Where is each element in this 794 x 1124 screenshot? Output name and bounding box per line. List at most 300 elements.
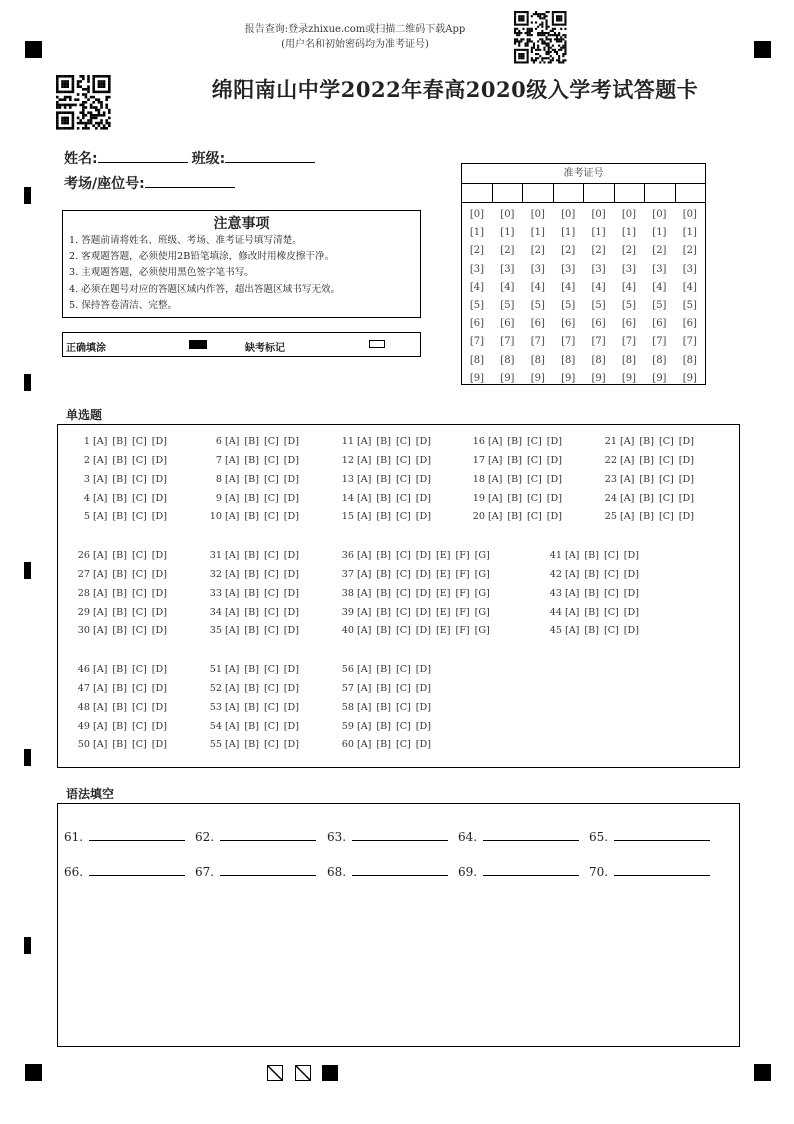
answer-bubble[interactable]: [G] <box>474 550 490 561</box>
answer-bubble[interactable]: [D] <box>415 436 431 447</box>
blank-answer-line[interactable] <box>220 830 316 841</box>
ticket-digit-bubble[interactable]: [8] <box>530 354 545 366</box>
answer-bubble[interactable]: [B] <box>376 607 391 618</box>
blank-answer-line[interactable] <box>89 865 185 876</box>
ticket-digit-bubble[interactable]: [8] <box>591 354 606 366</box>
answer-bubble[interactable]: [A] <box>93 588 108 599</box>
ticket-digit-bubble[interactable]: [9] <box>561 372 576 384</box>
answer-bubble[interactable]: [C] <box>658 436 674 447</box>
answer-bubble[interactable]: [D] <box>415 739 431 750</box>
answer-bubble[interactable]: [F] <box>455 607 470 618</box>
ticket-digit-bubble[interactable]: [6] <box>652 318 667 330</box>
answer-bubble[interactable]: [B] <box>244 455 259 466</box>
answer-bubble[interactable]: [C] <box>395 474 411 485</box>
answer-bubble[interactable]: [C] <box>603 569 619 580</box>
ticket-digit-bubble[interactable]: [4] <box>500 281 515 293</box>
answer-bubble[interactable]: [C] <box>131 625 147 636</box>
answer-bubble[interactable]: [C] <box>526 493 542 504</box>
answer-bubble[interactable]: [B] <box>507 455 522 466</box>
ticket-digit-bubble[interactable]: [4] <box>621 281 637 293</box>
answer-bubble[interactable]: [B] <box>639 474 654 485</box>
answer-bubble[interactable]: [D] <box>283 607 299 618</box>
answer-bubble[interactable]: [D] <box>151 474 167 485</box>
answer-bubble[interactable]: [B] <box>244 607 259 618</box>
answer-bubble[interactable]: [C] <box>131 664 147 675</box>
ticket-digit-bubble[interactable]: [7] <box>652 336 667 348</box>
ticket-digit-bubble[interactable]: [5] <box>591 300 606 312</box>
answer-bubble[interactable]: [D] <box>151 511 167 522</box>
answer-bubble[interactable]: [C] <box>131 683 147 694</box>
ticket-digit-bubble[interactable]: [2] <box>530 245 545 257</box>
answer-bubble[interactable]: [C] <box>395 588 411 599</box>
answer-bubble[interactable]: [D] <box>678 511 694 522</box>
answer-bubble[interactable]: [D] <box>283 625 299 636</box>
answer-bubble[interactable]: [B] <box>639 493 654 504</box>
answer-bubble[interactable]: [A] <box>565 625 580 636</box>
answer-bubble[interactable]: [B] <box>244 569 259 580</box>
answer-bubble[interactable]: [A] <box>225 683 240 694</box>
answer-bubble[interactable]: [B] <box>112 721 127 732</box>
answer-bubble[interactable]: [B] <box>376 588 391 599</box>
answer-bubble[interactable]: [A] <box>93 683 108 694</box>
answer-bubble[interactable]: [B] <box>244 625 259 636</box>
answer-bubble[interactable]: [A] <box>93 511 108 522</box>
answer-bubble[interactable]: [D] <box>283 664 299 675</box>
answer-bubble[interactable]: [C] <box>131 739 147 750</box>
answer-bubble[interactable]: [C] <box>263 625 279 636</box>
answer-bubble[interactable]: [A] <box>565 607 580 618</box>
answer-bubble[interactable]: [A] <box>357 664 372 675</box>
answer-bubble[interactable]: [E] <box>435 625 451 636</box>
answer-bubble[interactable]: [B] <box>376 625 391 636</box>
answer-bubble[interactable]: [D] <box>151 625 167 636</box>
answer-bubble[interactable]: [A] <box>225 721 240 732</box>
answer-bubble[interactable]: [D] <box>151 739 167 750</box>
answer-bubble[interactable]: [B] <box>244 550 259 561</box>
answer-bubble[interactable]: [A] <box>225 664 240 675</box>
ticket-digit-bubble[interactable]: [4] <box>682 281 697 293</box>
ticket-digit-bubble[interactable]: [8] <box>469 354 485 366</box>
answer-bubble[interactable]: [B] <box>244 683 259 694</box>
answer-bubble[interactable]: [D] <box>415 511 431 522</box>
answer-bubble[interactable]: [D] <box>151 664 167 675</box>
answer-bubble[interactable]: [A] <box>225 474 240 485</box>
answer-bubble[interactable]: [D] <box>283 550 299 561</box>
answer-bubble[interactable]: [D] <box>283 493 299 504</box>
answer-bubble[interactable]: [G] <box>474 607 490 618</box>
answer-bubble[interactable]: [B] <box>244 493 259 504</box>
blank-answer-line[interactable] <box>220 865 316 876</box>
answer-bubble[interactable]: [C] <box>603 588 619 599</box>
ticket-digit-bubble[interactable]: [5] <box>682 300 697 312</box>
answer-bubble[interactable]: [C] <box>131 455 147 466</box>
ticket-digit-bubble[interactable]: [1] <box>591 227 606 239</box>
answer-bubble[interactable]: [B] <box>112 739 127 750</box>
answer-bubble[interactable]: [B] <box>639 455 654 466</box>
answer-bubble[interactable]: [C] <box>603 607 619 618</box>
answer-bubble[interactable]: [A] <box>225 436 240 447</box>
answer-bubble[interactable]: [B] <box>244 436 259 447</box>
answer-bubble[interactable]: [A] <box>620 436 635 447</box>
ticket-digit-bubble[interactable]: [1] <box>682 227 697 239</box>
answer-bubble[interactable]: [D] <box>546 474 562 485</box>
answer-bubble[interactable]: [C] <box>263 702 279 713</box>
answer-bubble[interactable]: [A] <box>488 455 503 466</box>
answer-bubble[interactable]: [B] <box>376 721 391 732</box>
answer-bubble[interactable]: [D] <box>415 607 431 618</box>
answer-bubble[interactable]: [B] <box>376 493 391 504</box>
ticket-cell[interactable] <box>615 184 646 202</box>
answer-bubble[interactable]: [D] <box>678 455 694 466</box>
answer-bubble[interactable]: [A] <box>565 550 580 561</box>
answer-bubble[interactable]: [D] <box>623 625 639 636</box>
answer-bubble[interactable]: [D] <box>151 588 167 599</box>
answer-bubble[interactable]: [C] <box>131 436 147 447</box>
answer-bubble[interactable]: [D] <box>415 550 431 561</box>
answer-bubble[interactable]: [A] <box>620 493 635 504</box>
answer-bubble[interactable]: [A] <box>93 455 108 466</box>
ticket-digit-bubble[interactable]: [3] <box>469 263 485 275</box>
answer-bubble[interactable]: [C] <box>395 607 411 618</box>
ticket-digit-bubble[interactable]: [9] <box>682 372 697 384</box>
answer-bubble[interactable]: [B] <box>584 550 599 561</box>
answer-bubble[interactable]: [C] <box>603 550 619 561</box>
answer-bubble[interactable]: [A] <box>357 702 372 713</box>
answer-bubble[interactable]: [A] <box>93 493 108 504</box>
answer-bubble[interactable]: [A] <box>620 511 635 522</box>
ticket-digit-bubble[interactable]: [7] <box>469 336 485 348</box>
answer-bubble[interactable]: [D] <box>283 511 299 522</box>
answer-bubble[interactable]: [C] <box>526 436 542 447</box>
answer-bubble[interactable]: [A] <box>488 436 503 447</box>
ticket-digit-bubble[interactable]: [5] <box>469 300 485 312</box>
answer-bubble[interactable]: [D] <box>415 493 431 504</box>
answer-bubble[interactable]: [A] <box>357 569 372 580</box>
blank-answer-line[interactable] <box>352 830 448 841</box>
answer-bubble[interactable]: [D] <box>151 436 167 447</box>
ticket-digit-bubble[interactable]: [1] <box>500 227 515 239</box>
answer-bubble[interactable]: [B] <box>584 569 599 580</box>
answer-bubble[interactable]: [B] <box>112 436 127 447</box>
answer-bubble[interactable]: [A] <box>357 493 372 504</box>
answer-bubble[interactable]: [C] <box>395 702 411 713</box>
answer-bubble[interactable]: [D] <box>678 493 694 504</box>
ticket-digit-bubble[interactable]: [4] <box>469 281 485 293</box>
answer-bubble[interactable]: [B] <box>244 664 259 675</box>
answer-bubble[interactable]: [D] <box>283 702 299 713</box>
answer-bubble[interactable]: [C] <box>263 436 279 447</box>
answer-bubble[interactable]: [C] <box>131 721 147 732</box>
answer-bubble[interactable]: [A] <box>357 455 372 466</box>
answer-bubble[interactable]: [B] <box>112 625 127 636</box>
answer-bubble[interactable]: [A] <box>93 607 108 618</box>
answer-bubble[interactable]: [C] <box>658 474 674 485</box>
answer-bubble[interactable]: [D] <box>283 721 299 732</box>
answer-bubble[interactable]: [D] <box>546 455 562 466</box>
answer-bubble[interactable]: [C] <box>131 607 147 618</box>
ticket-digit-bubble[interactable]: [9] <box>652 372 667 384</box>
answer-bubble[interactable]: [B] <box>584 588 599 599</box>
answer-bubble[interactable]: [C] <box>395 511 411 522</box>
ticket-digit-bubble[interactable]: [5] <box>500 300 515 312</box>
ticket-digit-bubble[interactable]: [4] <box>561 281 576 293</box>
ticket-digit-bubble[interactable]: [7] <box>621 336 637 348</box>
answer-bubble[interactable]: [B] <box>112 511 127 522</box>
ticket-digit-bubble[interactable]: [8] <box>621 354 637 366</box>
answer-bubble[interactable]: [B] <box>244 721 259 732</box>
ticket-digit-bubble[interactable]: [5] <box>561 300 576 312</box>
answer-bubble[interactable]: [F] <box>455 550 470 561</box>
ticket-digit-bubble[interactable]: [0] <box>621 209 637 220</box>
answer-bubble[interactable]: [B] <box>376 474 391 485</box>
answer-bubble[interactable]: [D] <box>415 664 431 675</box>
answer-bubble[interactable]: [B] <box>376 511 391 522</box>
ticket-digit-bubble[interactable]: [5] <box>530 300 545 312</box>
ticket-digit-bubble[interactable]: [2] <box>561 245 576 257</box>
answer-bubble[interactable]: [C] <box>395 683 411 694</box>
answer-bubble[interactable]: [C] <box>395 436 411 447</box>
ticket-cell[interactable] <box>493 184 524 202</box>
answer-bubble[interactable]: [B] <box>112 702 127 713</box>
answer-bubble[interactable]: [C] <box>263 569 279 580</box>
answer-bubble[interactable]: [A] <box>225 739 240 750</box>
answer-bubble[interactable]: [A] <box>225 493 240 504</box>
ticket-digit-bubble[interactable]: [0] <box>652 209 667 220</box>
ticket-cell[interactable] <box>645 184 676 202</box>
ticket-digit-bubble[interactable]: [7] <box>682 336 697 348</box>
answer-bubble[interactable]: [C] <box>263 588 279 599</box>
answer-bubble[interactable]: [B] <box>376 550 391 561</box>
class-field[interactable] <box>225 150 315 163</box>
answer-bubble[interactable]: [D] <box>415 455 431 466</box>
answer-bubble[interactable]: [B] <box>507 493 522 504</box>
answer-bubble[interactable]: [A] <box>488 474 503 485</box>
answer-bubble[interactable]: [B] <box>639 436 654 447</box>
ticket-digit-bubble[interactable]: [2] <box>469 245 485 257</box>
answer-bubble[interactable]: [D] <box>415 683 431 694</box>
ticket-digit-bubble[interactable]: [4] <box>591 281 606 293</box>
answer-bubble[interactable]: [B] <box>376 664 391 675</box>
answer-bubble[interactable]: [A] <box>225 511 240 522</box>
answer-bubble[interactable]: [C] <box>131 569 147 580</box>
ticket-digit-bubble[interactable]: [7] <box>591 336 606 348</box>
ticket-cell[interactable] <box>523 184 554 202</box>
answer-bubble[interactable]: [C] <box>263 474 279 485</box>
answer-bubble[interactable]: [B] <box>112 683 127 694</box>
answer-bubble[interactable]: [A] <box>93 721 108 732</box>
answer-bubble[interactable]: [C] <box>603 625 619 636</box>
answer-bubble[interactable]: [A] <box>357 607 372 618</box>
answer-bubble[interactable]: [C] <box>395 739 411 750</box>
answer-bubble[interactable]: [C] <box>263 455 279 466</box>
answer-bubble[interactable]: [A] <box>93 474 108 485</box>
answer-bubble[interactable]: [C] <box>395 550 411 561</box>
ticket-digit-bubble[interactable]: [2] <box>500 245 515 257</box>
ticket-digit-bubble[interactable]: [3] <box>591 263 606 275</box>
answer-bubble[interactable]: [A] <box>357 550 372 561</box>
answer-bubble[interactable]: [B] <box>376 436 391 447</box>
ticket-digit-bubble[interactable]: [6] <box>591 318 606 330</box>
answer-bubble[interactable]: [A] <box>93 550 108 561</box>
answer-bubble[interactable]: [D] <box>283 455 299 466</box>
answer-bubble[interactable]: [B] <box>507 474 522 485</box>
answer-bubble[interactable]: [C] <box>526 511 542 522</box>
answer-bubble[interactable]: [E] <box>435 588 451 599</box>
ticket-digit-bubble[interactable]: [6] <box>561 318 576 330</box>
answer-bubble[interactable]: [B] <box>244 739 259 750</box>
answer-bubble[interactable]: [B] <box>112 455 127 466</box>
answer-bubble[interactable]: [B] <box>376 569 391 580</box>
answer-bubble[interactable]: [B] <box>584 607 599 618</box>
answer-bubble[interactable]: [D] <box>623 607 639 618</box>
ticket-digit-bubble[interactable]: [1] <box>621 227 637 239</box>
answer-bubble[interactable]: [B] <box>112 493 127 504</box>
answer-bubble[interactable]: [D] <box>415 721 431 732</box>
ticket-cell[interactable] <box>584 184 615 202</box>
ticket-digit-bubble[interactable]: [8] <box>500 354 515 366</box>
answer-bubble[interactable]: [C] <box>658 511 674 522</box>
answer-bubble[interactable]: [B] <box>112 588 127 599</box>
answer-bubble[interactable]: [D] <box>415 702 431 713</box>
ticket-digit-bubble[interactable]: [8] <box>561 354 576 366</box>
ticket-digit-bubble[interactable]: [9] <box>530 372 545 384</box>
ticket-digit-bubble[interactable]: [6] <box>530 318 545 330</box>
ticket-digit-bubble[interactable]: [0] <box>469 209 485 220</box>
answer-bubble[interactable]: [C] <box>395 455 411 466</box>
answer-bubble[interactable]: [D] <box>283 588 299 599</box>
blank-answer-line[interactable] <box>483 865 579 876</box>
answer-bubble[interactable]: [A] <box>225 702 240 713</box>
answer-bubble[interactable]: [D] <box>415 474 431 485</box>
answer-bubble[interactable]: [B] <box>244 474 259 485</box>
ticket-digit-bubble[interactable]: [3] <box>500 263 515 275</box>
answer-bubble[interactable]: [B] <box>112 664 127 675</box>
answer-bubble[interactable]: [C] <box>131 493 147 504</box>
ticket-digit-bubble[interactable]: [3] <box>682 263 697 275</box>
ticket-cell[interactable] <box>554 184 585 202</box>
answer-bubble[interactable]: [C] <box>131 702 147 713</box>
answer-bubble[interactable]: [B] <box>584 625 599 636</box>
answer-bubble[interactable]: [A] <box>93 664 108 675</box>
blank-answer-line[interactable] <box>89 830 185 841</box>
ticket-digit-bubble[interactable]: [9] <box>500 372 515 384</box>
answer-bubble[interactable]: [C] <box>263 683 279 694</box>
answer-bubble[interactable]: [C] <box>395 493 411 504</box>
ticket-digit-bubble[interactable]: [4] <box>652 281 667 293</box>
answer-bubble[interactable]: [A] <box>225 569 240 580</box>
ticket-digit-bubble[interactable]: [1] <box>530 227 545 239</box>
ticket-digit-bubble[interactable]: [9] <box>621 372 637 384</box>
answer-bubble[interactable]: [D] <box>623 569 639 580</box>
answer-bubble[interactable]: [C] <box>131 511 147 522</box>
answer-bubble[interactable]: [B] <box>376 455 391 466</box>
answer-bubble[interactable]: [A] <box>93 436 108 447</box>
answer-bubble[interactable]: [D] <box>151 607 167 618</box>
answer-bubble[interactable]: [A] <box>93 569 108 580</box>
answer-bubble[interactable]: [A] <box>357 625 372 636</box>
answer-bubble[interactable]: [D] <box>283 569 299 580</box>
answer-bubble[interactable]: [A] <box>565 588 580 599</box>
answer-bubble[interactable]: [C] <box>526 455 542 466</box>
ticket-digit-bubble[interactable]: [5] <box>621 300 637 312</box>
answer-bubble[interactable]: [D] <box>415 588 431 599</box>
answer-bubble[interactable]: [C] <box>395 625 411 636</box>
ticket-digit-bubble[interactable]: [9] <box>591 372 606 384</box>
ticket-digit-bubble[interactable]: [2] <box>621 245 637 257</box>
answer-bubble[interactable]: [F] <box>455 569 470 580</box>
answer-bubble[interactable]: [A] <box>225 625 240 636</box>
ticket-digit-bubble[interactable]: [1] <box>469 227 485 239</box>
answer-bubble[interactable]: [C] <box>131 474 147 485</box>
answer-bubble[interactable]: [A] <box>357 588 372 599</box>
answer-bubble[interactable]: [D] <box>151 569 167 580</box>
answer-bubble[interactable]: [B] <box>639 511 654 522</box>
answer-bubble[interactable]: [D] <box>151 702 167 713</box>
answer-bubble[interactable]: [D] <box>623 588 639 599</box>
answer-bubble[interactable]: [D] <box>151 550 167 561</box>
ticket-digit-bubble[interactable]: [7] <box>530 336 545 348</box>
answer-bubble[interactable]: [B] <box>244 702 259 713</box>
answer-bubble[interactable]: [B] <box>376 702 391 713</box>
ticket-digit-bubble[interactable]: [0] <box>500 209 515 220</box>
answer-bubble[interactable]: [A] <box>357 436 372 447</box>
ticket-cell[interactable] <box>462 184 493 202</box>
ticket-digit-bubble[interactable]: [6] <box>469 318 485 330</box>
seat-field[interactable] <box>145 175 235 188</box>
answer-bubble[interactable]: [E] <box>435 569 451 580</box>
answer-bubble[interactable]: [C] <box>395 721 411 732</box>
ticket-digit-bubble[interactable]: [3] <box>621 263 637 275</box>
answer-bubble[interactable]: [D] <box>151 721 167 732</box>
answer-bubble[interactable]: [D] <box>415 569 431 580</box>
ticket-digit-bubble[interactable]: [6] <box>682 318 697 330</box>
answer-bubble[interactable]: [A] <box>93 625 108 636</box>
blank-answer-line[interactable] <box>614 865 710 876</box>
ticket-digit-bubble[interactable]: [9] <box>469 372 485 384</box>
answer-bubble[interactable]: [D] <box>623 550 639 561</box>
answer-bubble[interactable]: [A] <box>357 739 372 750</box>
answer-bubble[interactable]: [B] <box>112 474 127 485</box>
answer-bubble[interactable]: [B] <box>244 588 259 599</box>
answer-bubble[interactable]: [C] <box>263 721 279 732</box>
answer-bubble[interactable]: [D] <box>151 493 167 504</box>
answer-bubble[interactable]: [C] <box>131 588 147 599</box>
answer-bubble[interactable]: [A] <box>488 511 503 522</box>
answer-bubble[interactable]: [F] <box>455 588 470 599</box>
answer-bubble[interactable]: [A] <box>357 721 372 732</box>
blank-answer-line[interactable] <box>614 830 710 841</box>
answer-bubble[interactable]: [B] <box>112 550 127 561</box>
answer-bubble[interactable]: [C] <box>526 474 542 485</box>
answer-bubble[interactable]: [D] <box>151 455 167 466</box>
ticket-digit-bubble[interactable]: [6] <box>500 318 515 330</box>
answer-bubble[interactable]: [A] <box>225 455 240 466</box>
ticket-digit-bubble[interactable]: [2] <box>591 245 606 257</box>
ticket-digit-bubble[interactable]: [6] <box>621 318 637 330</box>
answer-bubble[interactable]: [A] <box>225 550 240 561</box>
answer-bubble[interactable]: [D] <box>283 436 299 447</box>
answer-bubble[interactable]: [D] <box>283 474 299 485</box>
ticket-digit-bubble[interactable]: [0] <box>530 209 545 220</box>
ticket-digit-bubble[interactable]: [8] <box>652 354 667 366</box>
ticket-digit-bubble[interactable]: [7] <box>561 336 576 348</box>
answer-bubble[interactable]: [C] <box>263 739 279 750</box>
ticket-digit-bubble[interactable]: [0] <box>682 209 697 220</box>
ticket-digit-bubble[interactable]: [1] <box>652 227 667 239</box>
ticket-digit-bubble[interactable]: [3] <box>561 263 576 275</box>
answer-bubble[interactable]: [C] <box>263 664 279 675</box>
answer-bubble[interactable]: [C] <box>263 607 279 618</box>
